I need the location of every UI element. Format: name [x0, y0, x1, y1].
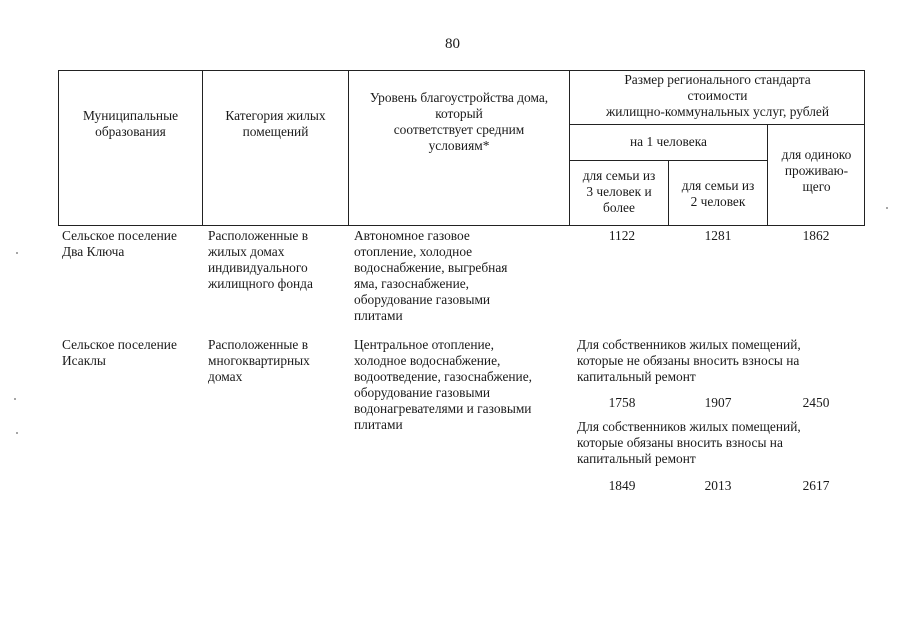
row1-category: Расположенные в жилых домах индивидуального жилищного фонда — [208, 228, 313, 291]
row1-level: Автономное газовое отопление, холодное водоснабжение, выгребная яма, газоснабжение, оборудование газовыми плитами — [354, 228, 508, 323]
scan-artifact — [14, 398, 16, 400]
row2-group2-note: Для собственников жилых помещений, которые обязаны вносить взносы на капитальный ремонт — [577, 419, 801, 466]
header-level: Уровень благоустройства дома, который соответствует средним условиям* — [369, 90, 549, 153]
header-single: для одиноко проживаю- щего — [781, 147, 852, 194]
row1-value-single: 1862 — [802, 228, 830, 243]
row2-group1-value-family2: 1907 — [704, 395, 732, 410]
page-number: 80 — [445, 36, 460, 52]
row1-value-family2: 1281 — [704, 228, 732, 243]
row-divider — [569, 124, 865, 125]
row2-group1-value-family3: 1758 — [608, 395, 636, 410]
row2-group2-value-family2: 2013 — [704, 478, 732, 493]
scan-artifact — [16, 432, 18, 434]
row1-municipality: Сельское поселение Два Ключа — [62, 228, 177, 259]
row2-group2-value-single: 2617 — [802, 478, 830, 493]
header-category: Категория жилых помещений — [225, 108, 326, 139]
row2-level: Центральное отопление, холодное водоснабжение, водоотведение, газоснабжение, оборудование газовыми водонагревателями и газовыми плитами — [354, 337, 533, 432]
header-municipal: Муниципальные образования — [82, 108, 179, 139]
row2-municipality: Сельское поселение Исаклы — [62, 337, 177, 368]
row1-value-family3: 1122 — [608, 228, 636, 243]
row2-group1-note: Для собственников жилых помещений, которые не обязаны вносить взносы на капитальный ремонт — [577, 337, 801, 384]
header-family-2: для семьи из 2 человек — [681, 178, 755, 209]
header-standard-size: Размер регионального стандарта стоимости жилищно-коммунальных услуг, рублей — [605, 72, 830, 119]
scan-artifact — [886, 207, 888, 209]
column-divider — [202, 70, 203, 226]
header-per-person: на 1 человека — [630, 134, 707, 149]
scan-artifact — [16, 252, 18, 254]
row2-group2-value-family3: 1849 — [608, 478, 636, 493]
row2-group1-value-single: 2450 — [802, 395, 830, 410]
row2-category: Расположенные в многоквартирных домах — [208, 337, 310, 384]
header-family-3: для семьи из 3 человек и более — [582, 168, 656, 215]
